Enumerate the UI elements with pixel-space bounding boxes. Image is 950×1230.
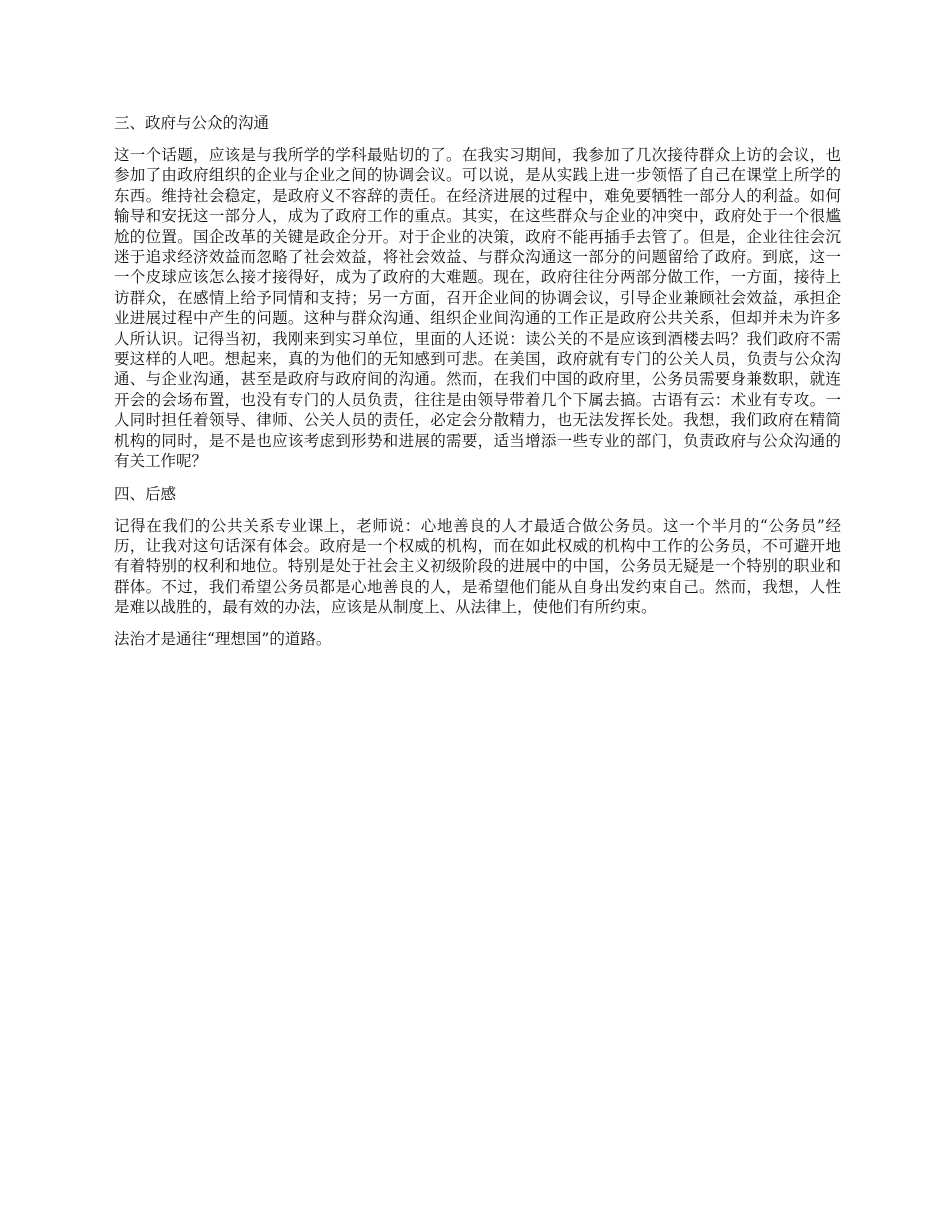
section-3-heading: 三、政府与公众的沟通 — [114, 114, 270, 132]
section-4-paragraph-1: 记得在我们的公共关系专业课上，老师说：心地善良的人才最适合做公务员。这一个半月的“公务员”经历，让我对这句话深有体会。政府是一个权威的机构，而在如此权威的机构中工作的公务员，不可避开地有着特别的权利和地位。特别是处于社会主义初级阶段的进展中的中国，公务员无疑是一个特别的职业和群体。不过，我们希望公务员都是心地善良的人，是希望他们能从自身出发约束自己。然而，我想，人性是难以战胜的，最有效的办法，应该是从制度上、从法律上，使他们有所约束。 — [114, 516, 841, 617]
section-4-paragraph-2: 法治才是通往“理想国”的道路。 — [114, 629, 332, 648]
section-4-heading: 四、后感 — [114, 484, 177, 503]
section-3-paragraph: 这一个话题，应该是与我所学的学科最贴切的了。在我实习期间，我参加了几次接待群众上访的会议，也参加了由政府组织的企业与企业之间的协调会议。可以说，是从实践上进一步领悟了自己在课堂上所学的东西。维持社会稳定，是政府义不容辞的责任。在经济进展的过程中，难免要牺牲一部分人的利益。如何输导和安抚这一部分人，成为了政府工作的重点。其实，在这些群众与企业的冲突中，政府处于一个很尴尬的位置。国企改革的关键是政企分开。对于企业的决策，政府不能再插手去管了。但是，企业往往会沉迷于追求经济效益而忽略了社会效益，将社会效益、与群众沟通这一部分的问题留给了政府。到底，这一一个皮球应该怎么接才接得好，成为了政府的大难题。现在，政府往往分两部分做工作，一方面，接待上访群众，在感情上给予同情和支持；另一方面，召开企业间的协调会议，引导企业兼顾社会效益，承担企业进展过程中产生的问题。这种与群众沟通、组织企业间沟通的工作正是政府公共关系，但却并未为许多人所认识。记得当初，我刚来到实习单位，里面的人还说：读公关的不是应该到酒楼去吗？我们政府不需要这样的人吧。想起来，真的为他们的无知感到可悲。在美国，政府就有专门的公关人员，负责与公众沟通、与企业沟通，甚至是政府与政府间的沟通。然而，在我们中国的政府里，公务员需要身兼数职，就连开会的会场布置，也没有专门的人员负责，往往是由领导带着几个下属去搞。古语有云：术业有专攻。一人同时担任着领导、律师、公关人员的责任，必定会分散精力，也无法发挥长处。我想，我们政府在精简机构的同时，是不是也应该考虑到形势和进展的需要，适当增添一些专业的部门，负责政府与公众沟通的有关工作呢？ — [114, 146, 841, 471]
document-page — [114, 112, 841, 660]
